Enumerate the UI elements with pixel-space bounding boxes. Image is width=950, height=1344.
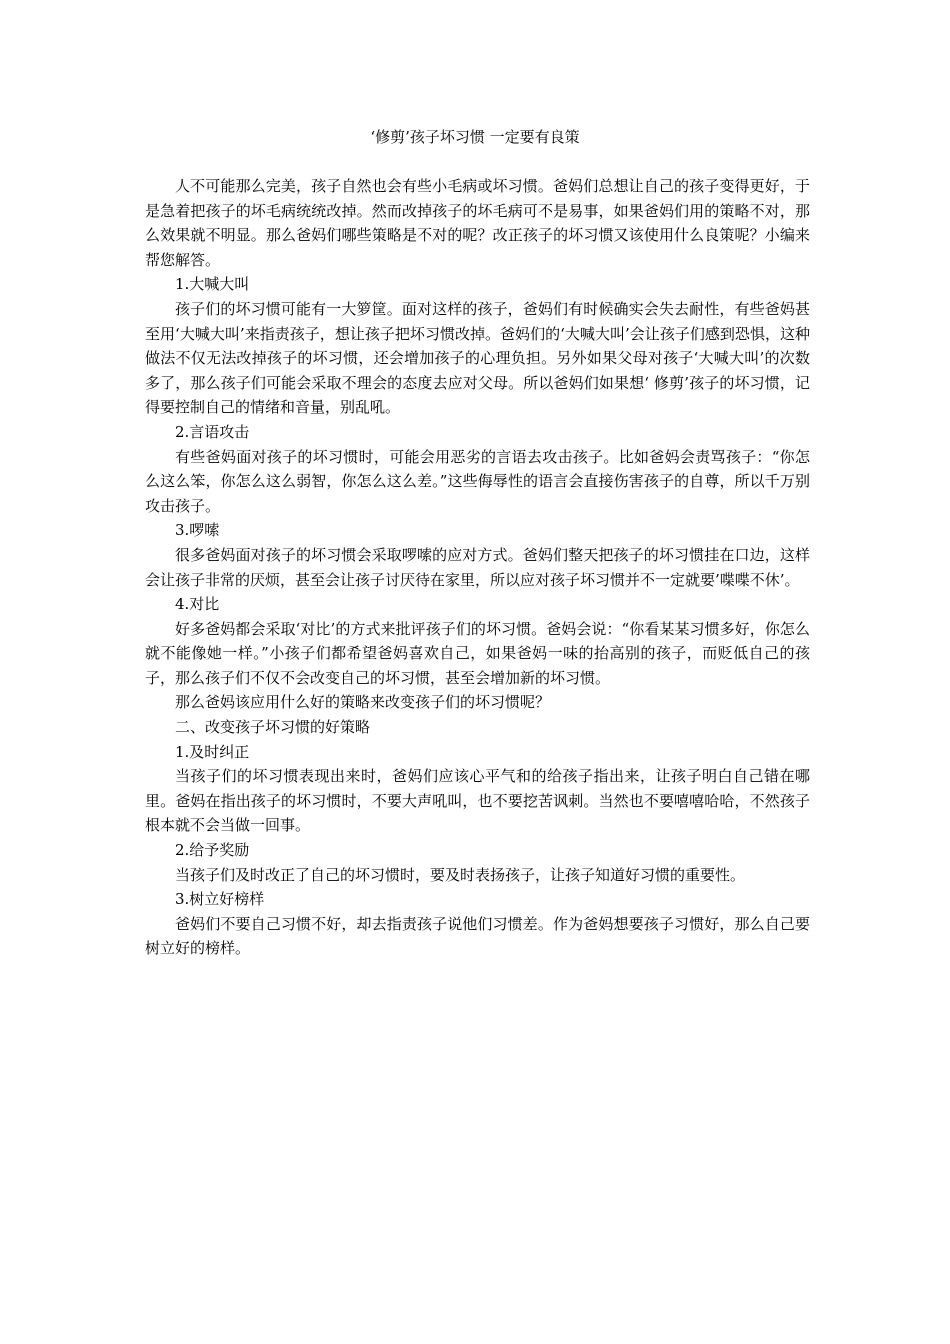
document-body xyxy=(145,174,810,961)
body-paragraph: 当孩子们的坏习惯表现出来时，爸妈们应该心平气和的给孩子指出来，让孩子明白自己错在哪里。爸妈在指出孩子的坏习惯时，不要大声吼叫，也不要挖苦讽刺。当然也不要嘻嘻哈哈，不然孩子根本就不会当做一回事。 xyxy=(145,767,810,835)
body-paragraph: 爸妈们不要自己习惯不好，却去指责孩子说他们习惯差。作为爸妈想要孩子习惯好，那么自己要树立好的榜样。 xyxy=(145,914,810,958)
body-paragraph: 孩子们的坏习惯可能有一大箩筐。面对这样的孩子，爸妈们有时候确实会失去耐性，有些爸妈甚至用‘大喊大叫’来指责孩子，想让孩子把坏习惯改掉。爸妈们的‘大喊大叫’会让孩子们感到恐惧，这种做法不仅无法改掉孩子的坏习惯，还会增加孩子的心理负担。另外如果父母对孩子‘大喊大叫’的次数多了，那么孩子们可能会采取不理会的态度去应对父母。所以爸妈们如果想‘ 修剪’孩子的坏习惯，记得要控制自己的情绪和音量，别乱吼。 xyxy=(145,299,810,417)
section-heading: 3.啰嗦 xyxy=(175,521,220,540)
body-paragraph: 有些爸妈面对孩子的坏习惯时，可能会用恶劣的言语去攻击孩子。比如爸妈会责骂孩子：“你怎么这么笨，你怎么这么弱智，你怎么这么差。”这些侮辱性的语言会直接伤害孩子的自尊，所以千万别攻击孩子。 xyxy=(145,447,810,515)
part-heading: 二、改变孩子坏习惯的好策略 xyxy=(175,718,371,737)
section-heading: 2.言语攻击 xyxy=(175,422,250,441)
section-heading: 4.对比 xyxy=(175,595,220,614)
body-paragraph: 那么爸妈该应用什么好的策略来改变孩子们的坏习惯呢？ xyxy=(175,693,551,712)
body-paragraph: 当孩子们及时改正了自己的坏习惯时，要及时表扬孩子，让孩子知道好习惯的重要性。 xyxy=(175,865,746,884)
intro-paragraph: 人不可能那么完美，孩子自然也会有些小毛病或坏习惯。爸妈们总想让自己的孩子变得更好，于是急着把孩子的坏毛病统统改掉。然而改掉孩子的坏毛病可不是易事，如果爸妈们用的策略不对，那么效果就不明显。那么爸妈们哪些策略是不对的呢？改正孩子的坏习惯又该使用什么良策呢？小编来帮您解答。 xyxy=(145,177,810,269)
section-heading: 1.及时纠正 xyxy=(175,742,250,761)
section-heading: 1.大喊大叫 xyxy=(175,275,250,294)
body-paragraph: 很多爸妈面对孩子的坏习惯会采取啰嗦的应对方式。爸妈们整天把孩子的坏习惯挂在口边，这样会让孩子非常的厌烦，甚至会让孩子讨厌待在家里，所以应对孩子坏习惯并不一定就要’喋喋不休’。 xyxy=(145,545,810,589)
body-paragraph: 好多爸妈都会采取‘对比’的方式来批评孩子们的坏习惯。爸妈会说：“你看某某习惯多好，你怎么就不能像她一样。”小孩子们都希望爸妈喜欢自己，如果爸妈一味的抬高别的孩子，而贬低自己的孩子，那么孩子们不仅不会改变自己的坏习惯，甚至会增加新的坏习惯。 xyxy=(145,619,810,687)
section-heading: 2.给予奖励 xyxy=(175,841,250,860)
document-title: ‘修剪’孩子坏习惯 一定要有良策 xyxy=(370,128,580,146)
section-heading: 3.树立好榜样 xyxy=(175,890,265,909)
